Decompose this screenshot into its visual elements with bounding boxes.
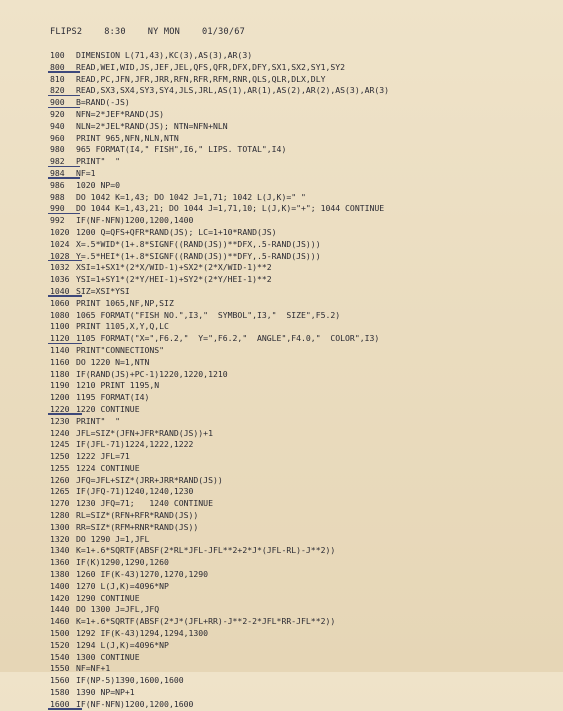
code-line [50, 486, 560, 498]
line-code: NF=NF+1 [76, 663, 111, 674]
line-number: 1120 [50, 333, 70, 344]
line-number: 1420 [50, 592, 70, 603]
line-code: 1294 L(J,K)=4096*NP [76, 639, 169, 650]
line-code: DIMENSION L(71,43),KC(3),AS(3),AR(3) [76, 50, 253, 60]
line-number: 992 [50, 215, 65, 226]
line-code: 1270 L(J,K)=4096*NP [76, 580, 169, 591]
line-code: RL=SIZ*(RFN+RFR*RAND(JS)) [76, 510, 199, 521]
line-number: 1190 [50, 380, 70, 391]
line-number: 1200 [50, 392, 70, 403]
line-number: 1300 [50, 521, 70, 532]
line-number: 1520 [50, 639, 70, 650]
code-line [50, 380, 560, 392]
code-line [50, 321, 560, 333]
print-location-day: NY MON [147, 27, 180, 37]
line-number: 1240 [50, 427, 70, 438]
line-number: 1270 [50, 498, 70, 509]
line-code: JFQ=JFL+SIZ*(JRR+JRR*RAND(JS)) [76, 474, 223, 485]
line-code: IF(JFL-71)1224,1222,1222 [76, 439, 194, 450]
line-number: 1600 [50, 698, 70, 709]
code-line [50, 251, 560, 263]
line-number: 986 [50, 179, 65, 190]
line-code: IF(NF-NFN)1200,1200,1600 [76, 698, 194, 709]
line-number: 1160 [50, 356, 70, 367]
line-number: 1040 [50, 285, 70, 296]
line-code: NF=1 [76, 167, 96, 178]
code-line [50, 498, 560, 510]
print-time: 8:30 [104, 27, 126, 37]
line-code: 965 FORMAT(I4," FISH",I6," LIPS. TOTAL",I4) [76, 144, 287, 155]
code-line [50, 357, 560, 369]
line-number: 1265 [50, 486, 70, 497]
line-code: DO 1220 N=1,NTN [76, 356, 150, 367]
code-line [50, 97, 560, 109]
line-code: DO 1044 K=1,43,21; DO 1044 J=1,71,10; L(J,K)="+"; 1044 CONTINUE [76, 203, 385, 214]
line-code: 1220 CONTINUE [76, 403, 140, 414]
line-code: B=RAND(-JS) [76, 97, 130, 108]
code-line [50, 569, 560, 581]
line-code: PRINT 965,NFN,NLN,NTN [76, 132, 179, 143]
line-number: 1400 [50, 580, 70, 591]
line-number: 800 [50, 61, 65, 72]
line-code: PRINT 1065,NF,NP,SIZ [76, 297, 174, 308]
code-line [50, 85, 560, 97]
code-line [50, 227, 560, 239]
line-code: 1224 CONTINUE [76, 462, 140, 473]
pen-underline [48, 107, 80, 108]
line-number: 940 [50, 120, 65, 131]
line-code: RR=SIZ*(RFM+RNR*RAND(JS)) [76, 521, 199, 532]
line-number: 960 [50, 132, 65, 143]
code-line [50, 74, 560, 86]
code-line [50, 581, 560, 593]
code-line [50, 345, 560, 357]
code-line [50, 404, 560, 416]
line-number: 1440 [50, 604, 70, 615]
line-number: 1550 [50, 663, 70, 674]
code-line [50, 144, 560, 156]
line-number: 1260 [50, 474, 70, 485]
code-line [50, 192, 560, 204]
pen-underline [48, 166, 80, 167]
line-code: PRINT"CONNECTIONS" [76, 344, 165, 355]
line-number: 1020 [50, 226, 70, 237]
line-code: 1290 CONTINUE [76, 592, 140, 603]
line-code: XSI=1+SX1*(2*X/WID-1)+SX2*(2*X/WID-1)**2 [76, 262, 272, 273]
code-line [50, 699, 560, 711]
code-line [50, 62, 560, 74]
pen-underline [48, 95, 80, 96]
line-code: DO 1042 K=1,43; DO 1042 J=1,71; 1042 L(J,K)=" " [76, 191, 306, 202]
line-code: IF(JFQ-71)1240,1240,1230 [76, 486, 194, 497]
line-number: 984 [50, 167, 65, 178]
line-code: READ,SX3,SX4,SY3,SY4,JLS,JRL,AS(1),AR(1),AS(2),AR(2),AS(3),AR(3) [76, 85, 390, 96]
code-line [50, 133, 560, 145]
code-line [50, 121, 560, 133]
line-number: 1460 [50, 616, 70, 627]
code-line [50, 239, 560, 251]
line-code: 1200 Q=QFS+QFR*RAND(JS); LC=1+10*RAND(JS) [76, 226, 277, 237]
code-line [50, 50, 560, 62]
line-number: 1245 [50, 439, 70, 450]
line-number: 1580 [50, 687, 70, 698]
pen-underline [48, 708, 82, 709]
line-code: JFL=SIZ*(JFN+JFR*RAND(JS))+1 [76, 427, 213, 438]
code-line [50, 262, 560, 274]
line-code: X=.5*WID*(1+.8*SIGNF((RAND(JS))**DFX,.5-RAND(JS))) [76, 238, 321, 249]
line-number: 920 [50, 108, 65, 119]
code-line [50, 168, 560, 180]
code-line [50, 628, 560, 640]
line-number: 982 [50, 156, 65, 167]
line-code: 1260 IF(K-43)1270,1270,1290 [76, 569, 209, 580]
code-line [50, 451, 560, 463]
line-number: 1032 [50, 262, 70, 273]
line-code: PRINT" " [76, 156, 121, 167]
pen-underline [48, 260, 82, 261]
line-number: 1036 [50, 274, 70, 285]
line-code: READ,WEI,WID,JS,JEF,JEL,QFS,QFR,DFX,DFY,SX1,SX2,SY1,SY2 [76, 61, 346, 72]
line-code: YSI=1+SY1*(2*Y/HEI-1)+SY2*(2*Y/HEI-1)**2 [76, 274, 272, 285]
code-line [50, 286, 560, 298]
code-line [50, 310, 560, 322]
pen-underline [48, 177, 80, 178]
code-line [50, 604, 560, 616]
line-number: 1250 [50, 451, 70, 462]
line-code: PRINT 1105,X,Y,Q,LC [76, 321, 169, 332]
code-line [50, 156, 560, 168]
line-number: 1230 [50, 415, 70, 426]
line-number: 100 [50, 50, 65, 60]
line-number: 1024 [50, 238, 70, 249]
line-code: K=1+.6*SQRTF(ABSF(2*RL*JFL-JFL**2+2*J*(JFL-RL)-J**2)) [76, 545, 336, 556]
line-number: 1360 [50, 557, 70, 568]
line-code: DO 1290 J=1,JFL [76, 533, 150, 544]
code-listing [50, 50, 560, 711]
code-line [50, 274, 560, 286]
code-line [50, 593, 560, 605]
line-code: 1020 NP=0 [76, 179, 121, 190]
code-line [50, 522, 560, 534]
code-line [50, 463, 560, 475]
pen-underline [48, 295, 82, 296]
code-line [50, 109, 560, 121]
line-number: 1060 [50, 297, 70, 308]
line-code: IF(NP-5)1390,1600,1600 [76, 675, 184, 686]
line-number: 1320 [50, 533, 70, 544]
code-line [50, 640, 560, 652]
line-number: 1540 [50, 651, 70, 662]
code-line [50, 369, 560, 381]
line-code: 1292 IF(K-43)1294,1294,1300 [76, 628, 209, 639]
line-code: 1230 JFQ=71; 1240 CONTINUE [76, 498, 213, 509]
line-number: 980 [50, 144, 65, 155]
code-line [50, 687, 560, 699]
line-number: 820 [50, 85, 65, 96]
pen-underline [48, 343, 82, 344]
line-number: 1220 [50, 403, 70, 414]
program-name: FLIPS2 [50, 27, 83, 37]
line-code: SIZ=XSI*YSI [76, 285, 130, 296]
line-code: DO 1300 J=JFL,JFQ [76, 604, 160, 615]
line-number: 1080 [50, 309, 70, 320]
code-line [50, 475, 560, 487]
code-line [50, 428, 560, 440]
code-line [50, 439, 560, 451]
line-code: NLN=2*JEL*RAND(JS); NTN=NFN+NLN [76, 120, 228, 131]
line-number: 900 [50, 97, 65, 108]
code-line [50, 416, 560, 428]
pen-underline [48, 213, 80, 214]
line-code: READ,PC,JFN,JFR,JRR,RFN,RFR,RFM,RNR,QLS,QLR,DLX,DLY [76, 73, 326, 84]
line-code: IF(K)1290,1290,1260 [76, 557, 169, 568]
line-number: 1028 [50, 250, 70, 261]
line-number: 1140 [50, 344, 70, 355]
line-number: 1100 [50, 321, 70, 332]
pen-underline [48, 413, 82, 414]
line-number: 1500 [50, 628, 70, 639]
code-line [50, 392, 560, 404]
code-line [50, 616, 560, 628]
line-code: NFN=2*JEF*RAND(JS) [76, 108, 165, 119]
line-code: 1222 JFL=71 [76, 451, 130, 462]
code-line [50, 180, 560, 192]
line-number: 1280 [50, 510, 70, 521]
line-number: 990 [50, 203, 65, 214]
line-code: 1210 PRINT 1195,N [76, 380, 160, 391]
line-number: 810 [50, 73, 65, 84]
line-number: 1340 [50, 545, 70, 556]
line-number: 1560 [50, 675, 70, 686]
line-number: 988 [50, 191, 65, 202]
line-number: 1255 [50, 462, 70, 473]
line-number: 1180 [50, 368, 70, 379]
line-code: IF(RAND(JS)+PC-1)1220,1220,1210 [76, 368, 228, 379]
line-code: 1300 CONTINUE [76, 651, 140, 662]
code-line [50, 675, 560, 687]
code-line [50, 545, 560, 557]
code-line [50, 333, 560, 345]
code-line [50, 510, 560, 522]
line-code: 1065 FORMAT("FISH NO.",I3," SYMBOL",I3," SIZE",F5.2) [76, 309, 341, 320]
line-code: PRINT" " [76, 415, 121, 426]
code-line [50, 298, 560, 310]
code-line [50, 215, 560, 227]
code-line [50, 663, 560, 675]
code-line [50, 652, 560, 664]
listing-header [50, 27, 267, 37]
line-number: 1380 [50, 569, 70, 580]
code-line [50, 203, 560, 215]
line-code: 1390 NP=NP+1 [76, 687, 135, 698]
code-line [50, 557, 560, 569]
code-line [50, 534, 560, 546]
pen-underline [48, 71, 80, 72]
line-code: Y=.5*HEI*(1+.8*SIGNF((RAND(JS))**DFY,.5-RAND(JS))) [76, 250, 321, 261]
line-code: 1105 FORMAT("X=",F6.2," Y=",F6.2," ANGLE",F4.0," COLOR",I3) [76, 333, 380, 344]
line-code: IF(NF-NFN)1200,1200,1400 [76, 215, 194, 226]
print-date: 01/30/67 [202, 27, 245, 37]
line-code: K=1+.6*SQRTF(ABSF(2*J*(JFL+RR)-J**2-2*JFL*RR-JFL**2)) [76, 616, 336, 627]
line-code: 1195 FORMAT(I4) [76, 392, 150, 403]
